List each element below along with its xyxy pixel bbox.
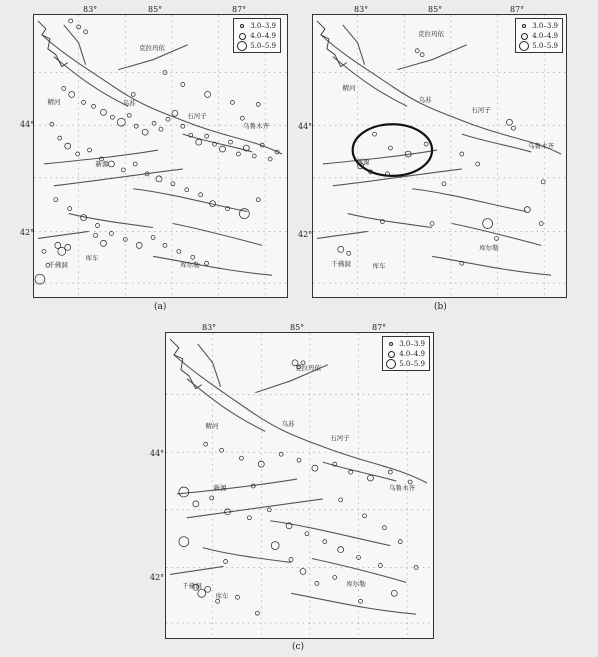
medium-circle-icon (239, 33, 246, 40)
city-label-qianfodong: 千佛洞 (48, 261, 68, 269)
map-b-lon-87: 87° (510, 5, 525, 14)
map-b-legend (515, 18, 563, 53)
map-c-legend (382, 336, 430, 371)
city-label-wusu: 乌苏 (122, 99, 136, 107)
map-c-lat-44: 44° (150, 449, 165, 458)
city-label-kuche: 库车 (215, 592, 229, 600)
caption-c: (c) (292, 642, 305, 652)
map-c-lat-42: 42° (150, 573, 165, 582)
city-label-qianfodong: 千佛洞 (182, 582, 202, 590)
city-label-kelamayi: 克拉玛依 (418, 30, 444, 38)
map-a-lat-44: 44° (20, 120, 35, 129)
caption-b: (b) (434, 302, 447, 312)
map-panel-a (33, 14, 288, 298)
map-panel-c (165, 332, 434, 639)
city-label-kelamayi: 克拉玛依 (295, 364, 321, 372)
city-label-qianfodong: 千佛洞 (331, 260, 351, 268)
legend-medium-label: 4.0–4.9 (250, 32, 276, 40)
legend-medium-label: 4.0–4.9 (532, 32, 558, 40)
city-label-xinyuan: 新源 (95, 160, 109, 168)
city-label-wulumuqi: 乌鲁木齐 (243, 122, 269, 130)
large-circle-icon (386, 359, 396, 369)
city-label-shihezi: 石河子 (471, 106, 491, 114)
city-label-kuerle: 库尔勒 (479, 244, 499, 252)
large-circle-icon (519, 41, 529, 51)
map-a-lon-83: 83° (83, 5, 98, 14)
legend-small-label: 3.0–3.9 (399, 340, 425, 348)
map-b-grid (313, 15, 566, 297)
legend-large-label: 5.0–5.9 (399, 360, 425, 368)
legend-large-label: 5.0–5.9 (250, 42, 276, 50)
map-c-coast (170, 339, 202, 389)
large-circle-icon (237, 41, 247, 51)
legend-small-label: 3.0–3.9 (532, 22, 558, 30)
city-label-kelamayi: 克拉玛依 (139, 44, 165, 52)
small-circle-icon (389, 342, 393, 346)
medium-circle-icon (521, 33, 528, 40)
map-a-grid (34, 15, 287, 297)
map-b-highlight-ellipse (353, 124, 432, 176)
map-b-lat-42: 42° (298, 230, 313, 239)
map-a-legend (233, 18, 281, 53)
medium-circle-icon (388, 351, 395, 358)
city-label-jinghe: 精河 (205, 422, 219, 430)
city-label-wusu: 乌苏 (418, 96, 432, 104)
map-b-lon-85: 85° (428, 5, 443, 14)
map-c-lon-87: 87° (372, 323, 387, 332)
small-circle-icon (240, 24, 244, 28)
map-b-lon-83: 83° (354, 5, 369, 14)
city-label-jinghe: 精河 (342, 84, 356, 92)
map-a-faults (38, 25, 282, 275)
city-label-jinghe: 精河 (47, 98, 61, 106)
map-c-faults (170, 344, 427, 614)
legend-small-label: 3.0–3.9 (250, 22, 276, 30)
city-label-xinyuan: 新源 (356, 158, 370, 166)
legend-large-label: 5.0–5.9 (532, 42, 558, 50)
map-b-lat-44: 44° (298, 122, 313, 131)
city-label-wulumuqi: 乌鲁木齐 (528, 142, 554, 150)
city-label-kuche: 库车 (85, 254, 99, 262)
caption-a: (a) (154, 302, 167, 312)
legend-medium-label: 4.0–4.9 (399, 350, 425, 358)
map-a-lon-87: 87° (232, 5, 247, 14)
city-label-kuerle: 库尔勒 (180, 261, 200, 269)
city-label-kuerle: 库尔勒 (346, 580, 366, 588)
city-label-wulumuqi: 乌鲁木齐 (389, 484, 415, 492)
map-panel-b (312, 14, 567, 298)
city-label-shihezi: 石河子 (187, 112, 207, 120)
map-a-lat-42: 42° (20, 228, 35, 237)
small-circle-icon (522, 24, 526, 28)
city-label-shihezi: 石河子 (330, 434, 350, 442)
map-c-lon-85: 85° (290, 323, 305, 332)
city-label-wusu: 乌苏 (281, 420, 295, 428)
map-c-lon-83: 83° (202, 323, 217, 332)
city-label-xinyuan: 新源 (213, 484, 227, 492)
city-label-kuche: 库车 (372, 262, 386, 270)
map-a-lon-85: 85° (148, 5, 163, 14)
